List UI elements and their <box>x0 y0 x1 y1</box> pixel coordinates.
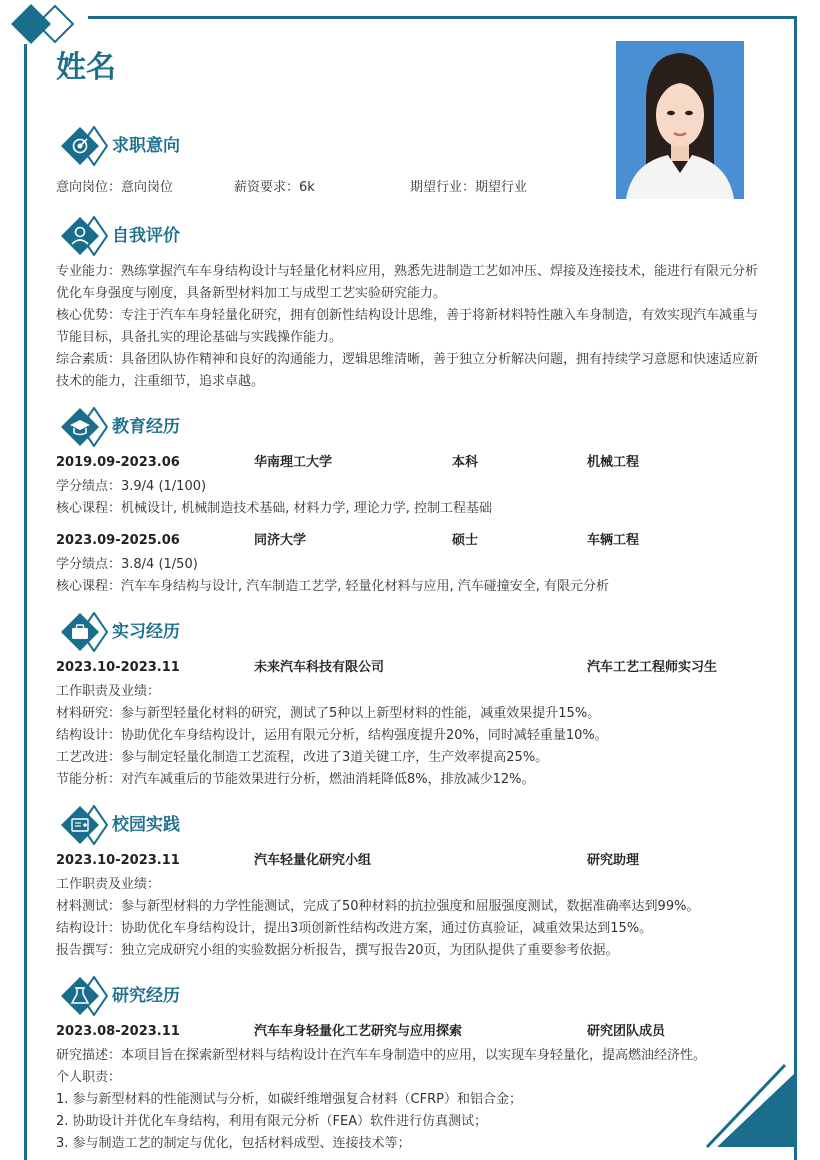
intern-line: 材料研究：参与新型轻量化材料的研究，测试了5种以上新型材料的性能，减重效果提升15%。 <box>56 706 601 721</box>
section-header-internship <box>58 612 180 652</box>
section-header-research <box>58 976 180 1016</box>
frame-left-line <box>24 44 27 1160</box>
campus-line: 材料测试：参与新型材料的力学性能测试，完成了50种材料的抗拉强度和屈服强度测试，数据准确率达到99%。 <box>56 899 700 914</box>
intent-industry: 期望行业：期望行业 <box>410 180 528 195</box>
intent-salary: 薪资要求：6k <box>234 180 315 195</box>
campus-line: 报告撰写：独立完成研究小组的实验数据分析报告，撰写报告20页，为团队提供了重要参考依据。 <box>56 943 619 958</box>
target-icon <box>58 126 108 166</box>
intern-period: 2023.10-2023.11 <box>56 660 180 675</box>
edu-school: 华南理工大学 <box>254 455 333 470</box>
intent-position: 意向岗位：意向岗位 <box>56 180 174 195</box>
frame-top-line <box>88 16 797 19</box>
section-header-self <box>58 216 180 256</box>
section-header-intent <box>58 126 180 166</box>
edu-gpa: 学分绩点：3.9/4 (1/100) <box>56 479 207 494</box>
section-title-intent: 求职意向 <box>112 136 180 156</box>
person-icon <box>58 216 108 256</box>
intern-line: 节能分析：对汽车减重后的节能效果进行分析，燃油消耗降低8%，排放减少12%。 <box>56 772 535 787</box>
campus-line: 结构设计：协助优化车身结构设计，提出3项创新性结构改进方案，通过仿真验证，减重效果达到15%。 <box>56 921 653 936</box>
section-header-campus <box>58 805 180 845</box>
campus-org: 汽车轻量化研究小组 <box>254 853 372 868</box>
research-line: 1. 参与新型材料的性能测试与分析，如碳纤维增强复合材料（CFRP）和铝合金； <box>56 1092 522 1107</box>
research-project: 汽车车身轻量化工艺研究与应用探索 <box>254 1024 463 1039</box>
intern-line: 结构设计：协助优化车身结构设计，运用有限元分析，结构强度提升20%，同时减轻重量10%。 <box>56 728 608 743</box>
research-role: 研究团队成员 <box>587 1024 666 1039</box>
edu-degree: 本科 <box>452 455 479 470</box>
intern-line: 工艺改进：参与制定轻量化制造工艺流程，改进了3道关键工序，生产效率提高25%。 <box>56 750 549 765</box>
frame-right-line <box>794 16 797 1160</box>
edu-courses: 核心课程：汽车车身结构与设计, 汽车制造工艺学, 轻量化材料与应用, 汽车碰撞安全, 有限元分析 <box>56 579 610 594</box>
section-title-research: 研究经历 <box>112 986 180 1006</box>
profile-photo <box>616 41 744 199</box>
research-period: 2023.08-2023.11 <box>56 1024 180 1039</box>
research-line: 2. 协助设计并优化车身结构，利用有限元分析（FEA）软件进行仿真测试； <box>56 1114 488 1129</box>
flask-icon <box>58 976 108 1016</box>
intern-company: 未来汽车科技有限公司 <box>254 660 385 675</box>
self-eval-quality: 综合素质：具备团队协作精神和良好的沟通能力，逻辑思维清晰，善于独立分析解决问题，拥有持续学习意愿和快速适应新技术的能力，注重细节，追求卓越。 <box>56 352 759 389</box>
certificate-icon <box>58 805 108 845</box>
edu-gpa: 学分绩点：3.8/4 (1/50) <box>56 557 198 572</box>
intern-line: 工作职责及业绩： <box>56 684 161 699</box>
edu-degree: 硕士 <box>452 533 479 548</box>
section-title-campus: 校园实践 <box>112 815 180 835</box>
campus-period: 2023.10-2023.11 <box>56 853 180 868</box>
edu-major: 机械工程 <box>587 455 640 470</box>
graduation-cap-icon <box>58 407 108 447</box>
self-eval-skill: 专业能力：熟练掌握汽车车身结构设计与轻量化材料应用，熟悉先进制造工艺如冲压、焊接及连接技术，能进行有限元分析优化车身强度与刚度，具备新型材料加工与成型工艺实验研究能力。 <box>56 264 759 301</box>
research-line: 个人职责： <box>56 1070 122 1085</box>
edu-period: 2023.09-2025.06 <box>56 533 180 548</box>
section-title-internship: 实习经历 <box>112 622 180 642</box>
candidate-name: 姓名 <box>56 50 116 85</box>
section-title-self: 自我评价 <box>112 226 180 246</box>
campus-role: 研究助理 <box>587 853 640 868</box>
corner-triangle-ornament <box>705 1063 797 1149</box>
edu-major: 车辆工程 <box>587 533 640 548</box>
section-header-education <box>58 407 180 447</box>
campus-line: 工作职责及业绩： <box>56 877 161 892</box>
self-eval-strength: 核心优势：专注于汽车车身轻量化研究，拥有创新性结构设计思维，善于将新材料特性融入车身制造，有效实现汽车减重与节能目标，具备扎实的理论基础与实践操作能力。 <box>56 308 759 345</box>
research-line: 研究描述：本项目旨在探索新型材料与结构设计在汽车车身制造中的应用，以实现车身轻量化，提高燃油经济性。 <box>56 1048 707 1063</box>
edu-period: 2019.09-2023.06 <box>56 455 180 470</box>
briefcase-icon <box>58 612 108 652</box>
section-title-education: 教育经历 <box>112 417 180 437</box>
edu-school: 同济大学 <box>254 533 307 548</box>
research-line: 3. 参与制造工艺的制定与优化，包括材料成型、连接技术等； <box>56 1136 411 1151</box>
edu-courses: 核心课程：机械设计, 机械制造技术基础, 材料力学, 理论力学, 控制工程基础 <box>56 501 493 516</box>
intern-role: 汽车工艺工程师实习生 <box>587 660 718 675</box>
corner-diamond-ornament <box>0 0 90 50</box>
